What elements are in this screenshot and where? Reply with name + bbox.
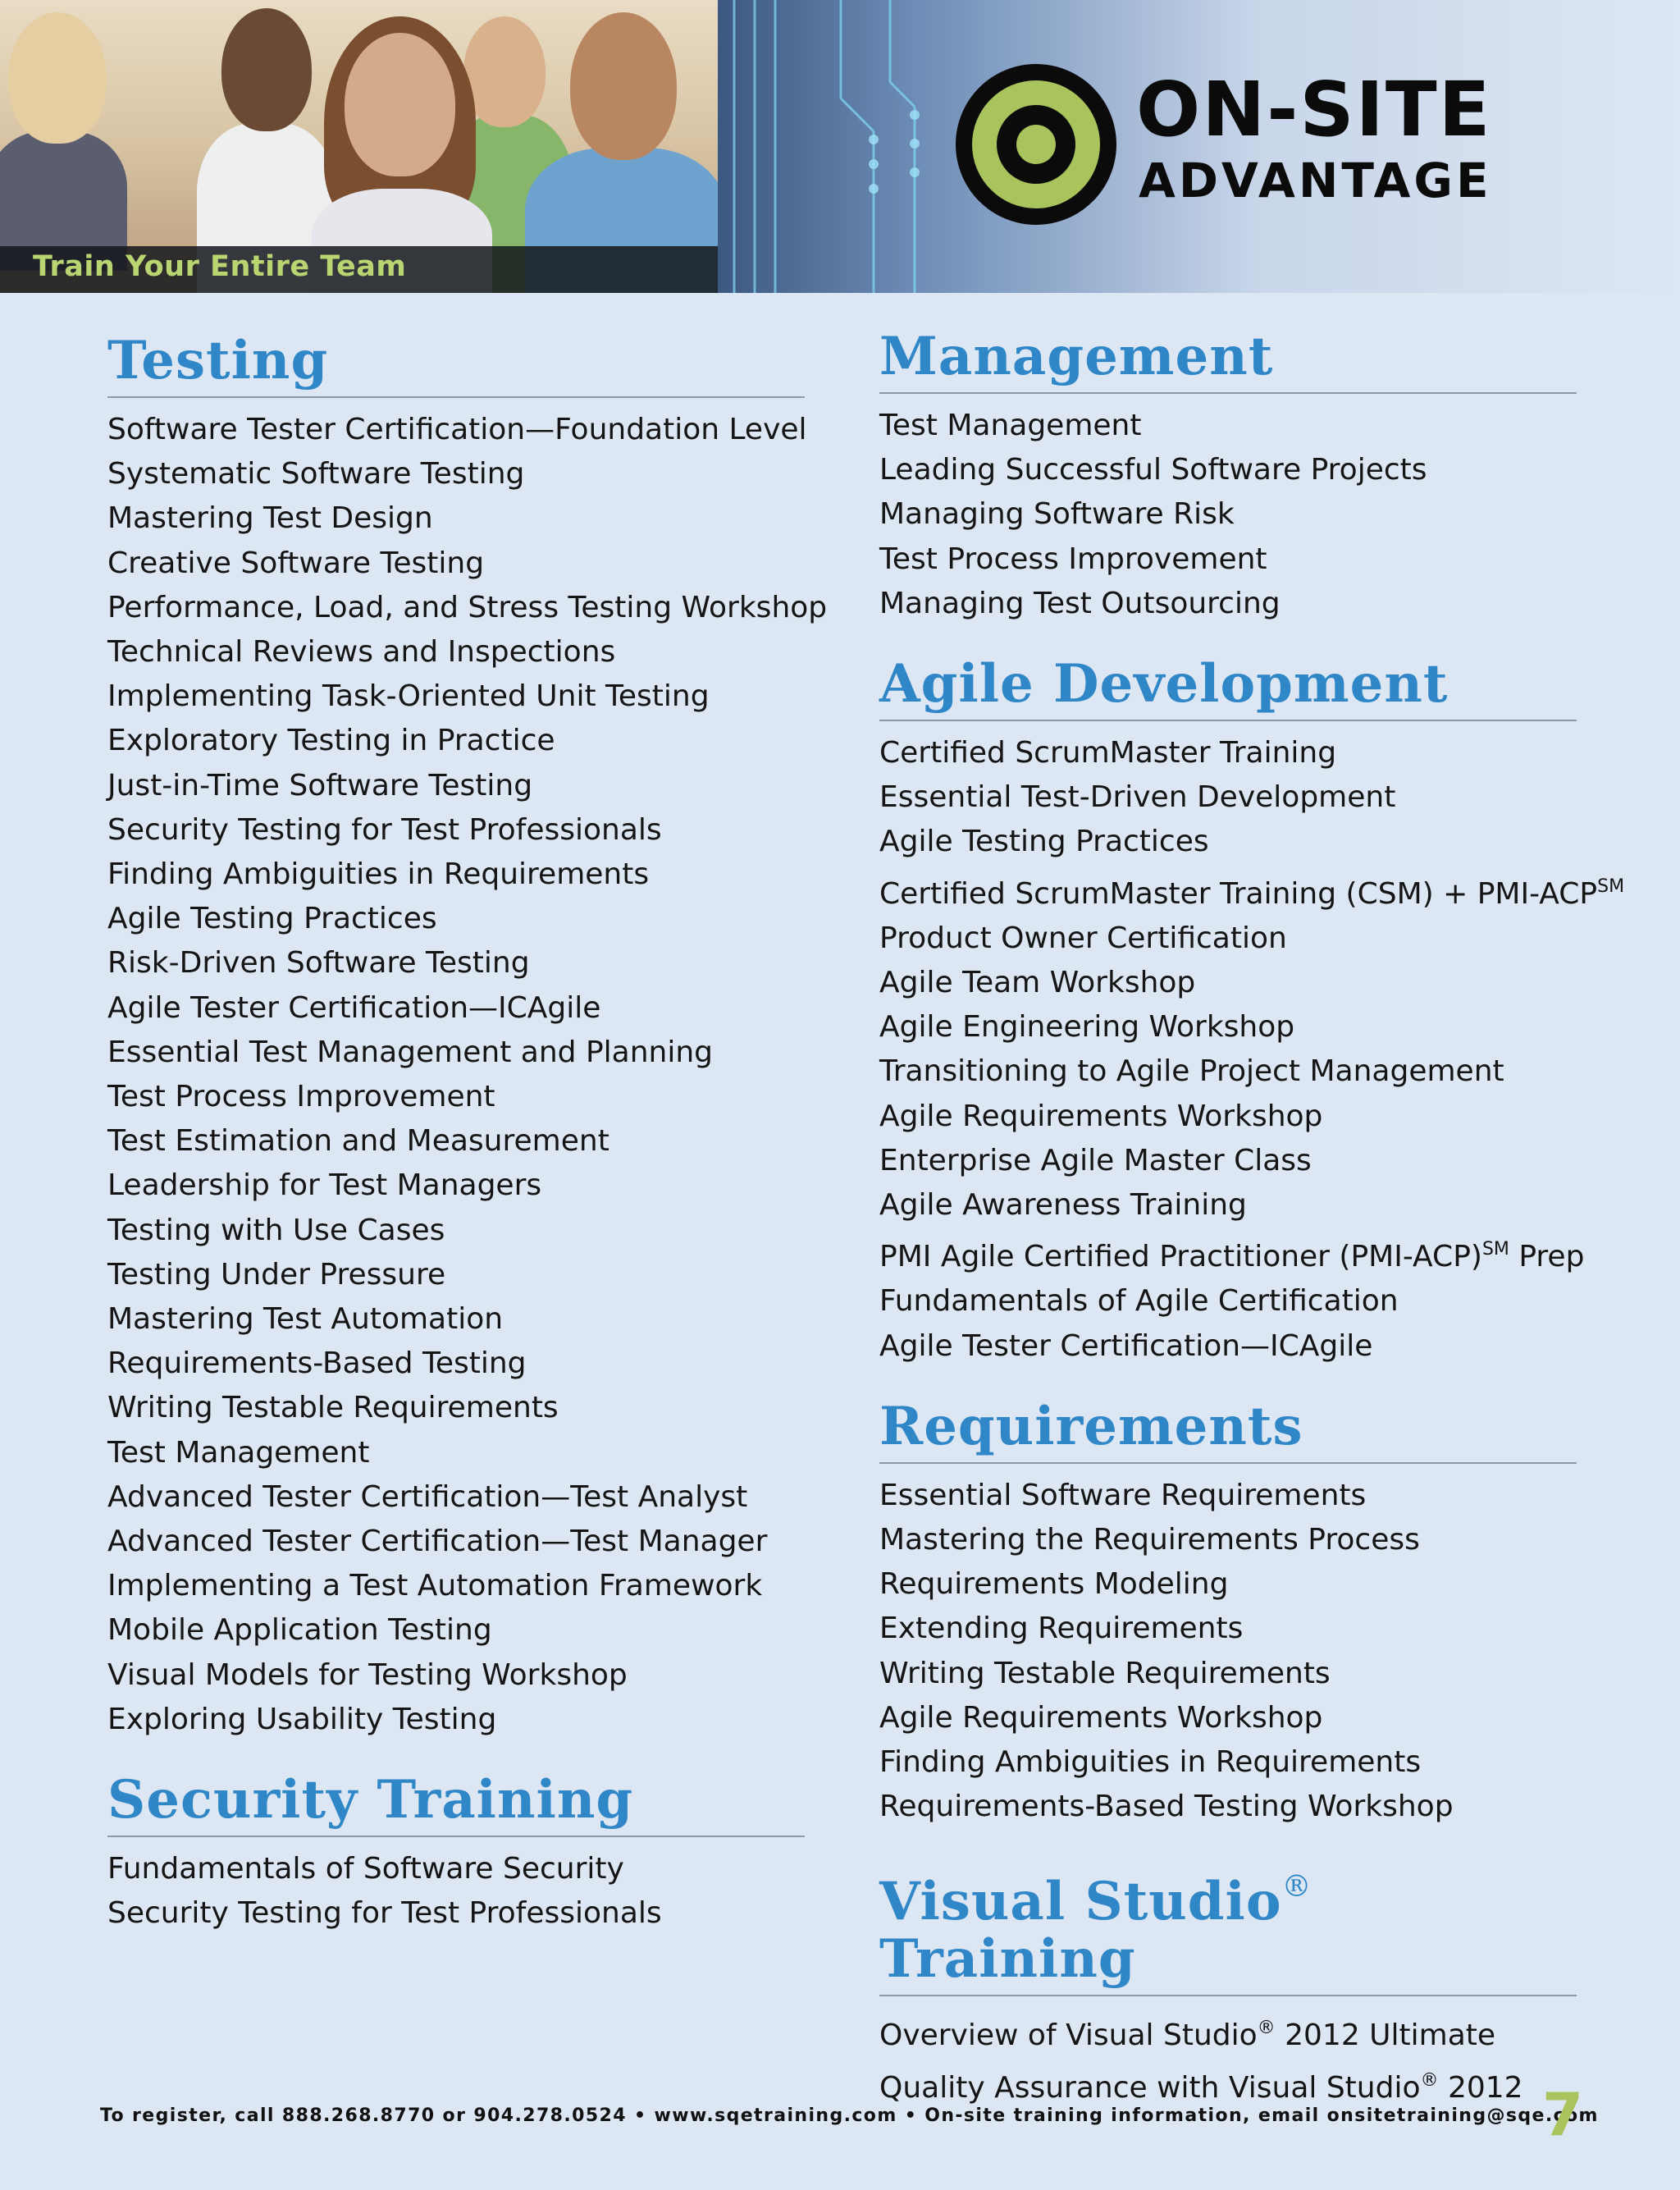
divider (879, 720, 1577, 721)
list-item: Finding Ambiguities in Requirements (107, 857, 650, 892)
list-item: Software Tester Certification—Foundation Level (107, 413, 807, 446)
list-item: Requirements Modeling (879, 1567, 1229, 1602)
heading-line1: Visual Studio (879, 1871, 1282, 1933)
list-item: Creative Software Testing (107, 546, 485, 580)
list-item: Managing Test Outsourcing (879, 586, 1281, 620)
list-item: Leadership for Test Managers (107, 1168, 542, 1203)
list-item: Fundamentals of Agile Certification (879, 1284, 1399, 1319)
list-item: Fundamentals of Software Security (107, 1852, 624, 1886)
footer-contact: To register, call 888.268.8770 or 904.278.0524 • www.sqetraining.com • On-site training information, email onsitetraining@sqe.com (100, 2105, 1599, 2126)
logo-wordmark-line2: ADVANTAGE (1139, 153, 1492, 208)
list-item: Agile Testing Practices (879, 825, 1209, 859)
list-item: Test Estimation and Measurement (107, 1124, 609, 1159)
security-section (107, 1769, 805, 1936)
list-item: Leading Successful Software Projects (879, 453, 1427, 487)
list-item: Risk-Driven Software Testing (107, 946, 530, 981)
left-column (107, 330, 828, 1966)
list-item: Agile Team Workshop (879, 966, 1196, 1000)
list-item: Testing Under Pressure (107, 1257, 446, 1292)
agile-section (879, 653, 1625, 1369)
list-item: Advanced Tester Certification—Test Analyst (107, 1479, 748, 1514)
page-number: 7 (1542, 2080, 1584, 2149)
course-list (879, 1474, 1577, 1830)
list-item: Test Process Improvement (107, 1080, 495, 1114)
section-heading: Security Training (107, 1769, 634, 1831)
heading-line2: Training (879, 1928, 1136, 1991)
divider (107, 396, 805, 398)
divider (879, 392, 1577, 394)
list-item: Writing Testable Requirements (107, 1391, 559, 1425)
divider (107, 1836, 805, 1837)
right-column (879, 326, 1625, 2140)
service-mark: SM (1597, 876, 1625, 897)
list-item: Implementing Task-Oriented Unit Testing (107, 679, 710, 714)
course-list (107, 1847, 805, 1936)
section-heading: Requirements (879, 1395, 1303, 1457)
list-item: PMI Agile Certified Practitioner (PMI-ACP)℠ Prep (879, 1239, 1585, 1274)
testing-section (107, 330, 828, 1742)
requirements-section (879, 1395, 1577, 1830)
list-item: Test Process Improvement (879, 542, 1267, 576)
course-list (107, 408, 828, 1742)
list-item: Extending Requirements (879, 1612, 1244, 1646)
divider (879, 1462, 1577, 1464)
list-item: Certified ScrumMaster Training (879, 736, 1337, 770)
course-list (879, 731, 1625, 1369)
list-item: Managing Software Risk (879, 497, 1235, 532)
management-section (879, 328, 1577, 626)
list-item: Technical Reviews and Inspections (107, 635, 616, 670)
section-heading: Agile Development (879, 653, 1449, 716)
course-list (879, 2006, 1577, 2110)
list-item: Performance, Load, and Stress Testing Workshop (107, 590, 828, 624)
tagline: Train Your Entire Team (33, 250, 407, 283)
list-item: Testing with Use Cases (107, 1213, 445, 1247)
section-heading: Management (879, 326, 1274, 387)
list-item: Mastering Test Automation (107, 1302, 504, 1337)
list-item: Mobile Application Testing (107, 1613, 492, 1648)
list-item: Exploratory Testing in Practice (107, 724, 555, 758)
list-item: Quality Assurance with Visual Studio® 2012 (879, 2069, 1523, 2105)
list-item: Mastering Test Design (107, 501, 433, 536)
logo-wordmark-line1: ON-SITE (1136, 66, 1492, 153)
list-item: Visual Models for Testing Workshop (107, 1657, 628, 1692)
list-item: Just-in-Time Software Testing (107, 768, 533, 802)
list-item: Test Management (107, 1435, 370, 1470)
circuit-decoration (718, 0, 931, 293)
list-item: Overview of Visual Studio® 2012 Ultimate (879, 2018, 1496, 2053)
list-item: Agile Requirements Workshop (879, 1099, 1323, 1133)
list-item: Essential Software Requirements (879, 1478, 1367, 1512)
list-item: Mastering the Requirements Process (879, 1523, 1420, 1557)
list-item: Security Testing for Test Professionals (107, 812, 662, 847)
list-item: Agile Tester Certification—ICAgile (107, 990, 601, 1025)
list-item: Product Owner Certification (879, 921, 1287, 955)
list-item: Finding Ambiguities in Requirements (879, 1745, 1422, 1780)
list-item: Essential Test-Driven Development (879, 780, 1396, 815)
list-item: Exploring Usability Testing (107, 1702, 497, 1736)
list-item: Implementing a Test Automation Framework (107, 1569, 763, 1603)
target-logo-icon (956, 64, 1116, 225)
list-item: Writing Testable Requirements (879, 1656, 1331, 1690)
list-item: Test Management (879, 409, 1142, 442)
list-item: Agile Tester Certification—ICAgile (879, 1328, 1373, 1363)
course-list (879, 404, 1577, 626)
list-item: Systematic Software Testing (107, 457, 525, 491)
list-item: Transitioning to Agile Project Management (879, 1054, 1504, 1089)
list-item: Requirements-Based Testing (107, 1346, 527, 1381)
list-item: Agile Engineering Workshop (879, 1010, 1295, 1045)
service-mark: SM (1481, 1239, 1509, 1260)
section-heading (879, 1859, 1577, 1991)
list-item: Agile Testing Practices (107, 902, 437, 936)
list-item: Security Testing for Test Professionals (107, 1896, 662, 1931)
header-banner (0, 0, 1680, 293)
list-item: Requirements-Based Testing Workshop (879, 1790, 1454, 1824)
list-item: Enterprise Agile Master Class (879, 1143, 1312, 1177)
section-heading: Testing (107, 330, 329, 391)
list-item: Agile Requirements Workshop (879, 1700, 1323, 1735)
list-item: Essential Test Management and Planning (107, 1035, 714, 1069)
visual-studio-section (879, 1859, 1577, 2110)
divider (879, 1995, 1577, 1996)
list-item: Advanced Tester Certification—Test Manager (107, 1525, 768, 1559)
list-item: Agile Awareness Training (879, 1188, 1247, 1223)
registered-mark: ® (1281, 1870, 1312, 1904)
list-item: Certified ScrumMaster Training (CSM) + PMI-ACP℠ (879, 876, 1625, 911)
